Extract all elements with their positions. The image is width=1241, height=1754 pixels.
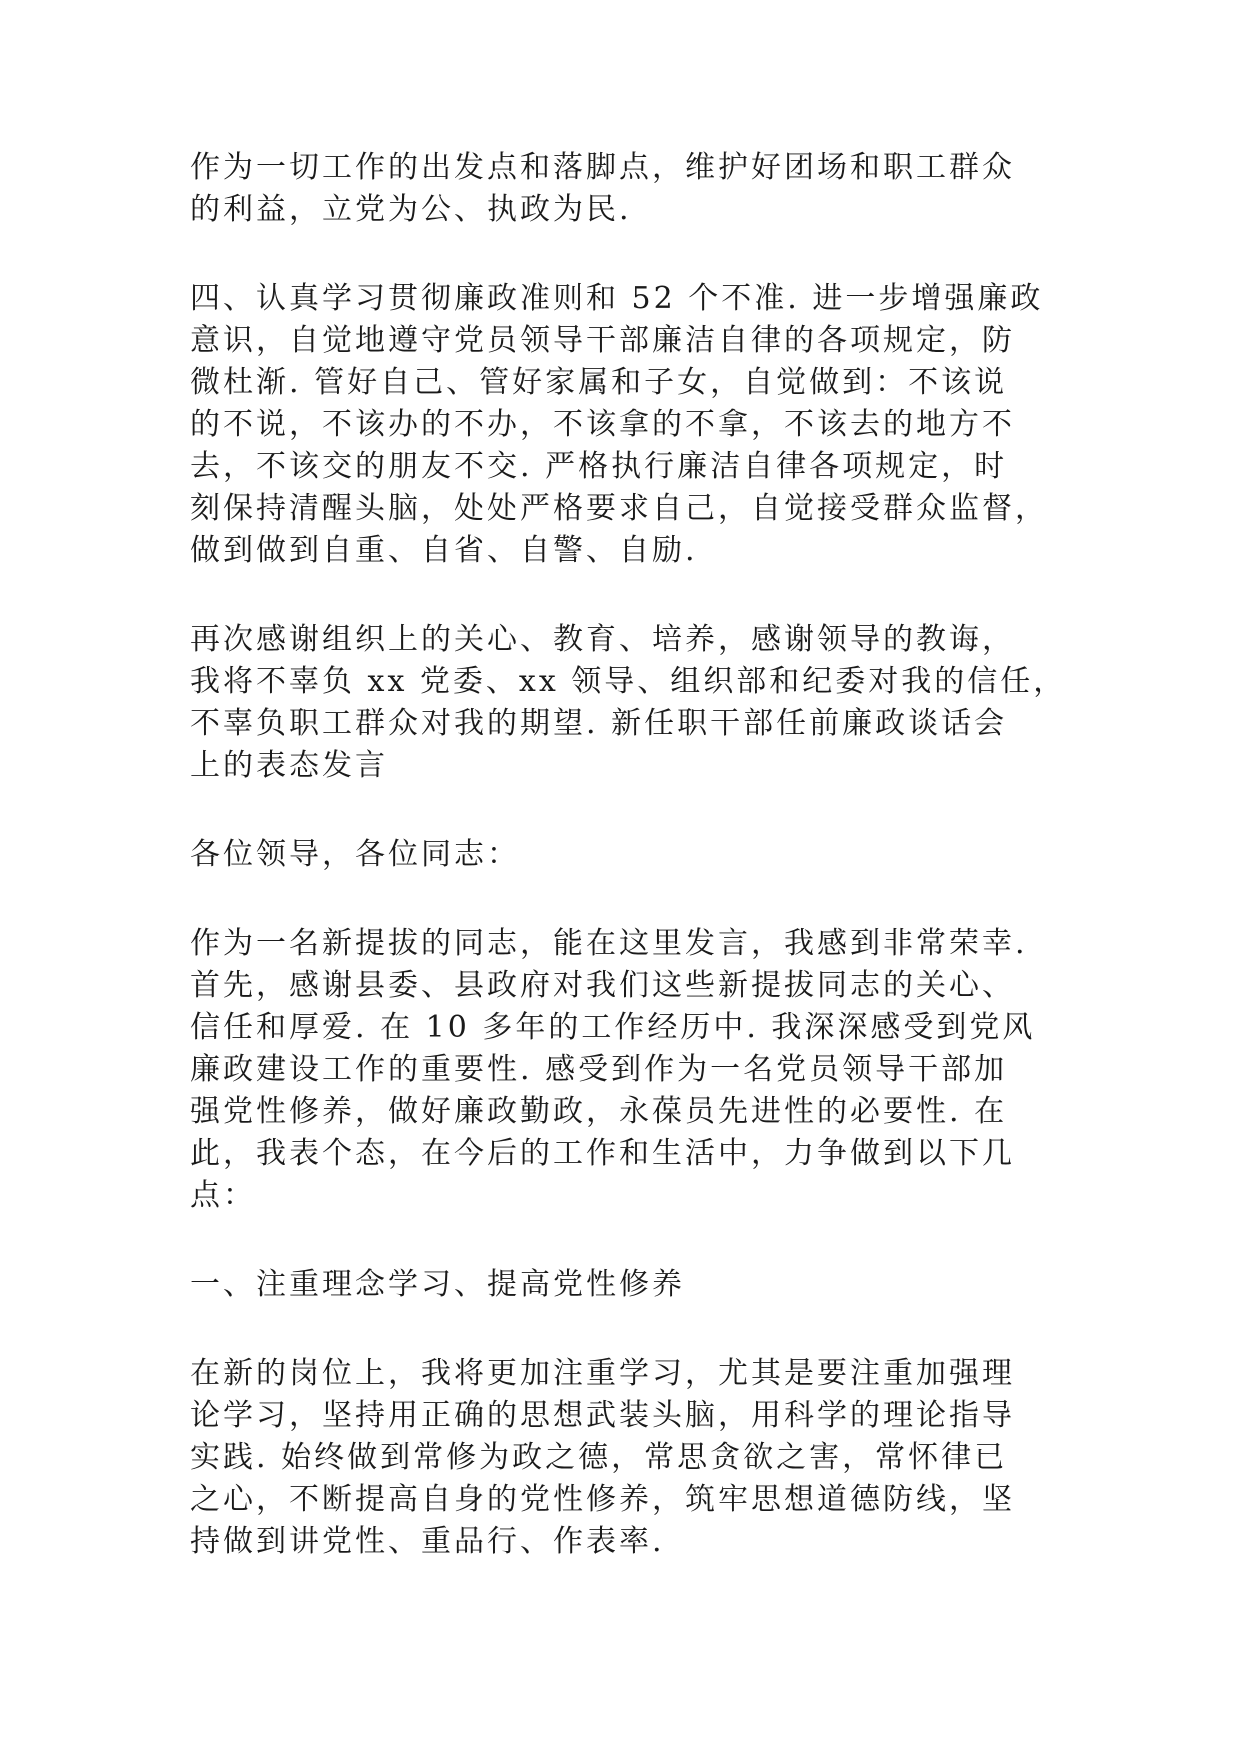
text-line: 廉政建设工作的重要性. 感受到作为一名党员领导干部加 (190, 1052, 1008, 1087)
text-line: 论学习，坚持用正确的思想武装头脑，用科学的理论指导 (190, 1398, 1015, 1433)
text-line: 上的表态发言 (190, 748, 388, 783)
text-line: 首先，感谢县委、县政府对我们这些新提拔同志的关心、 (190, 968, 1015, 1003)
text-line: 持做到讲党性、重品行、作表率. (190, 1524, 665, 1559)
text-line: 之心，不断提高自身的党性修养，筑牢思想道德防线，坚 (190, 1482, 1015, 1517)
text-line: 不辜负职工群众对我的期望. 新任职干部任前廉政谈话会 (190, 706, 1008, 741)
text-line: 在新的岗位上，我将更加注重学习，尤其是要注重加强理 (190, 1356, 1015, 1391)
text-line: 做到做到自重、自省、自警、自励. (190, 533, 698, 568)
text-line: 四、认真学习贯彻廉政准则和 52 个不准. 进一步增强廉政 (190, 281, 1044, 316)
section-heading (190, 1264, 1060, 1306)
text-line: 各位领导，各位同志： (190, 837, 520, 872)
text-line: 实践. 始终做到常修为政之德，常思贪欲之害，常怀律已 (190, 1440, 1008, 1475)
text-line: 作为一名新提拔的同志，能在这里发言，我感到非常荣幸. (190, 926, 1028, 961)
text-line: 一、注重理念学习、提高党性修养 (190, 1267, 685, 1302)
paragraph-2 (190, 278, 1060, 572)
text-line: 点： (190, 1178, 256, 1213)
paragraph-3 (190, 619, 1067, 787)
paragraph-1 (190, 147, 1060, 231)
text-line: 的不说，不该办的不办，不该拿的不拿，不该去的地方不 (190, 407, 1015, 442)
text-line: 去，不该交的朋友不交. 严格执行廉洁自律各项规定，时 (190, 449, 1008, 484)
text-line: 作为一切工作的出发点和落脚点，维护好团场和职工群众 (190, 150, 1015, 185)
text-line: 我将不辜负 xx 党委、xx 领导、组织部和纪委对我的信任， (190, 664, 1067, 699)
text-line: 微杜渐. 管好自己、管好家属和子女，自觉做到：不该说 (190, 365, 1008, 400)
text-line: 信任和厚爱. 在 10 多年的工作经历中. 我深深感受到党风 (190, 1010, 1036, 1045)
text-line: 此，我表个态，在今后的工作和生活中，力争做到以下几 (190, 1136, 1015, 1171)
text-line: 意识，自觉地遵守党员领导干部廉洁自律的各项规定，防 (190, 323, 1015, 358)
text-line: 强党性修养，做好廉政勤政，永葆员先进性的必要性. 在 (190, 1094, 1008, 1129)
paragraph-7 (190, 1353, 1060, 1563)
text-line: 再次感谢组织上的关心、教育、培养，感谢领导的教诲， (190, 622, 1015, 657)
paragraph-greeting (190, 834, 1060, 876)
document-body (190, 147, 1067, 1610)
text-line: 的利益，立党为公、执政为民. (190, 192, 632, 227)
text-line: 刻保持清醒头脑，处处严格要求自己，自觉接受群众监督， (190, 491, 1048, 526)
paragraph-5 (190, 923, 1060, 1217)
